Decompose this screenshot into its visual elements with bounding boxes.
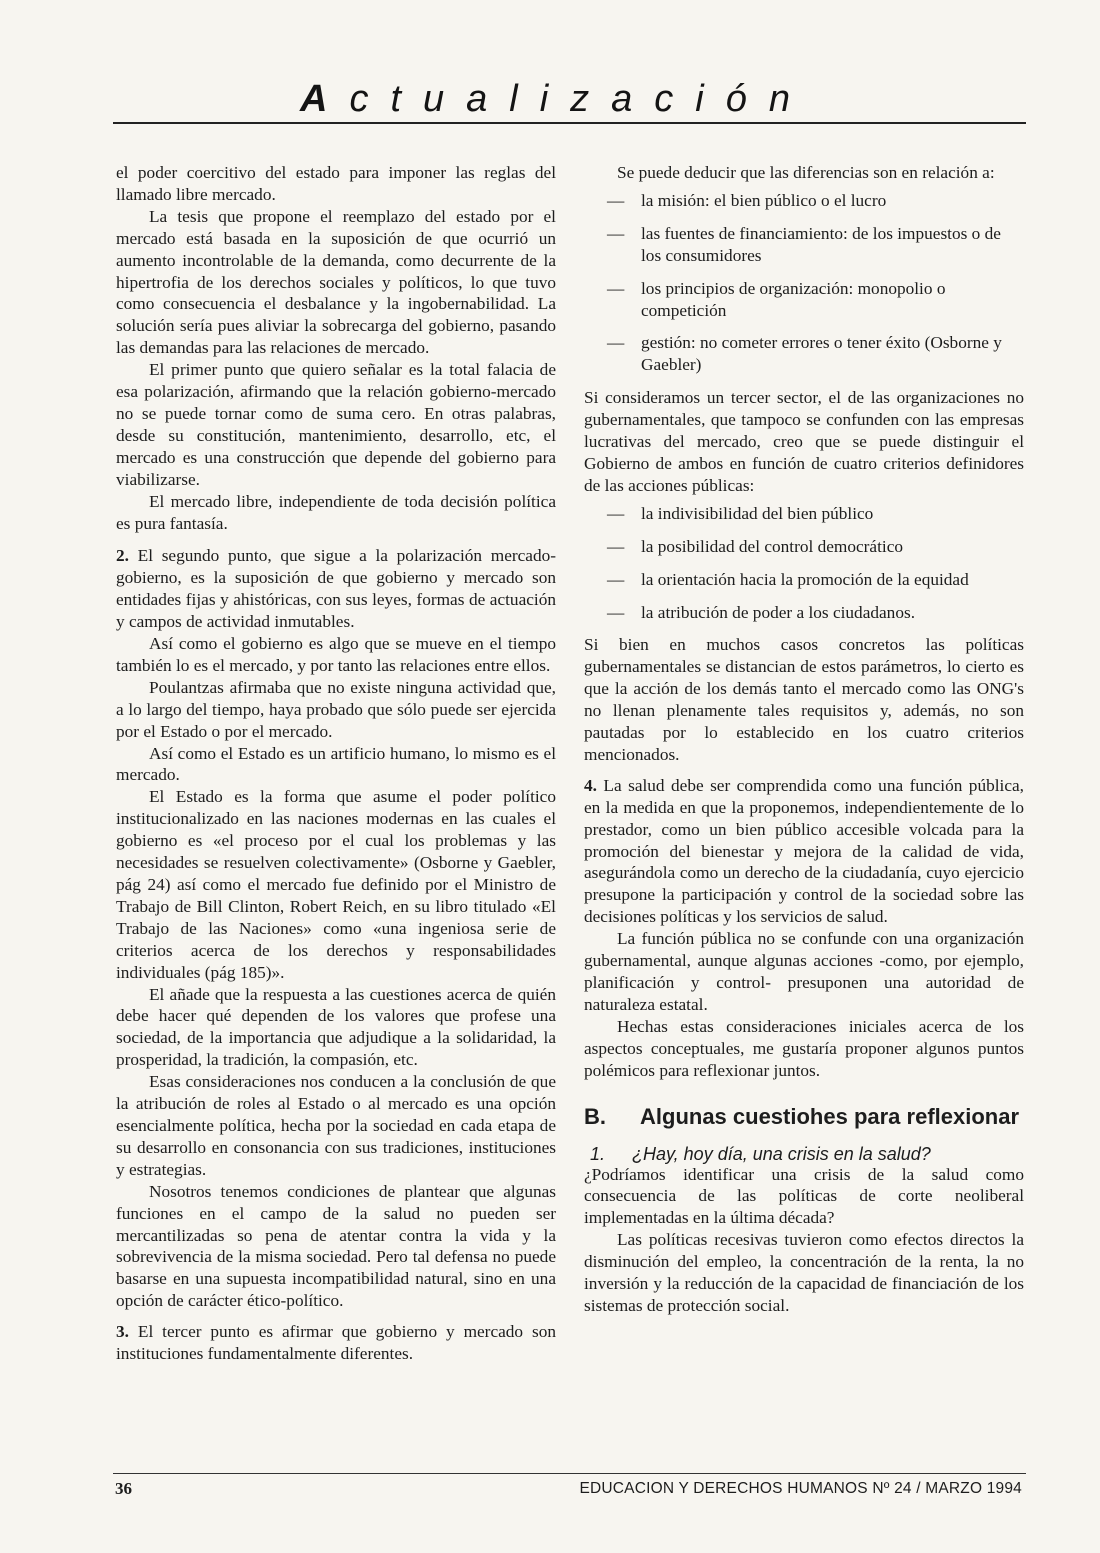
list-item: — gestión: no cometer errores o tener éxito (Osborne y Gaebler) [584,332,1024,376]
paragraph: Si consideramos un tercer sector, el de las organizaciones no gubernamentales, que tampoco se confunden con las empresas lucrativas del mercado, creo que se puede distinguir el Gobierno de ambos en función de cuatro criterios definidores de las acciones públicas: [584,388,1024,495]
paragraph: El Estado es la forma que asume el poder político institucionalizado en las naciones modernas en las cuales el gobierno es «el proceso por el cual los problemas y las necesidades se resuelven colectivamente» (Osborne y Gaebler, pág 24) así como el mercado fue definido por el Ministro de Trabajo de Bill Clinton, Robert Reich, en su libro titulado «El Trabajo de las Naciones» como «una ingeniosa serie de criterios acerca de los derechos y responsabilidades individuales (pág 185)». [116,787,556,982]
paragraph-text: El segundo punto, que sigue a la polarización mercado-gobierno, es la suposición de que gobierno y mercado son entidades fijas y ahistóricas, con sus leyes, formas de actuación y campos de actividad inmutables. [116,546,556,632]
numbered-paragraph [116,545,556,633]
left-column [116,162,556,1365]
paragraph-text: La salud debe ser comprendida como una función pública, en la medida en que la proponemos, independientemente de lo prestador, como un bien público accesible volcada para la promoción del bienestar y mejora de la calidad de vida, asegurándola como un derecho de la ciudadanía, cuyo ejercicio presupone la participación y control de la sociedad sobre las decisiones políticas y los servicios de salud. [584,775,1024,927]
paragraph: Las políticas recesivas tuvieron como efectos directos la disminución del empleo, la concentración de la renta, la no inversión y la reducción de la capacidad de financiación de los sistemas de protección social. [584,1230,1024,1315]
section-heading [584,1104,1024,1129]
list-item: — la indivisibilidad del bien público [584,503,1024,525]
paragraph: La función pública no se confunde con una organización gubernamental, aunque algunas acciones -como, por ejemplo, planificación y control- presuponen una autoridad de naturaleza estatal. [584,929,1024,1014]
paragraph: El mercado libre, independiente de toda decisión política es pura fantasía. [116,491,556,533]
paragraph: Nosotros tenemos condiciones de plantear que algunas funciones en el campo de la salud no pueden ser mercantilizadas so pena de atentar contra la vida y la sobrevivencia de la misma sociedad. Pero tal defensa no puede basarse en una supuesta incompatibilidad natural, sino en una opción de carácter ético-político. [116,1181,556,1311]
paragraph: Se puede deducir que las diferencias son en relación a: [617,163,995,182]
list-item: — la posibilidad del control democrático [584,536,1024,558]
paragraph: Si bien en muchos casos concretos las políticas gubernamentales se distancian de estos parámetros, lo cierto es que la acción de los demás tanto el mercado como las ONG's no llenan plenamente tales requisitos y, además, no son pautadas por lo establecido en los cuatro criterios mencionados. [584,635,1024,764]
paragraph-text: El tercer punto es afirmar que gobierno y mercado son instituciones fundamentalmente diferentes. [116,1322,556,1364]
paragraph: Así como el gobierno es algo que se mueve en el tiempo también lo es el mercado, y por tanto las relaciones entre ellos. [116,634,556,675]
header-title-initial: A [300,78,350,120]
point-number: 4. [584,775,597,795]
paragraph: Así como el Estado es un artificio humano, lo mismo es el mercado. [116,743,556,785]
paragraph: Hechas estas consideraciones iniciales acerca de los aspectos conceptuales, me gustaría proponer algunos puntos polémicos para reflexionar juntos. [584,1016,1024,1080]
criteria-list [584,503,1024,624]
header-title [300,78,860,121]
paragraph: El añade que la respuesta a las cuestiones acerca de quién debe hacer qué dependen de los valores que profese una sociedad, de la importancia que adjudique a la solidaridad, la prosperidad, la tradición, la compasión, etc. [116,984,556,1070]
list-item: — la misión: el bien público o el lucro [584,190,1024,212]
numbered-paragraph [116,1321,556,1365]
point-number: 3. [116,1322,129,1342]
section-letter: B. [584,1103,606,1129]
paragraph: el poder coercitivo del estado para imponer las reglas del llamado libre mercado. [116,163,556,204]
section-title: Algunas cuestiohes para reflexionar [640,1103,1020,1129]
header-title-rest: ctualización [349,78,813,120]
paragraph: El primer punto que quiero señalar es la total falacia de esa polarización, afirmando que la relación gobierno-mercado no se puede tornar como de suma cero. En otras palabras, desde su constitución, mantenimiento, desarrollo, etc, el mercado es una construcción que depende del gobierno para viabilizarse. [116,360,556,489]
paragraph: ¿Podríamos identificar una crisis de la salud como consecuencia de las políticas de corte neoliberal implementadas en la última década? [584,1164,1024,1228]
paragraph: Poulantzas afirmaba que no existe ninguna actividad que, a lo largo del tiempo, haya probado que sólo puede ser ejercida por el Estado o por el mercado. [116,677,556,741]
sub-heading-number: 1. [590,1143,606,1164]
page-number: 36 [115,1479,132,1498]
header-divider [113,122,1026,124]
list-item: — los principios de organización: monopolio o competición [584,278,1024,322]
paragraph: La tesis que propone el reemplazo del estado por el mercado está basada en la suposición de que ocurrió un aumento incontrolable de la demanda, como decurrente de la hipertrofia de los derechos sociales y políticos, lo que tuvo como consecuencia el desbalance y la ingobernabilidad. La solución sería pues aliviar la sobrecarga del gobierno, pasando las demandas para las relaciones de mercado. [116,206,556,358]
journal-title: EDUCACION Y DERECHOS HUMANOS Nº 24 / MARZO 1994 [579,1480,1022,1497]
list-item: — la orientación hacia la promoción de la equidad [584,569,1024,591]
sub-heading [584,1145,1024,1164]
list-item: — las fuentes de financiamiento: de los impuestos o de los consumidores [584,223,1024,267]
right-column [584,162,1024,1317]
footer-divider [113,1473,1026,1474]
differences-list [584,190,1024,376]
point-number: 2. [116,546,129,566]
list-item: — la atribución de poder a los ciudadanos. [584,602,1024,624]
paragraph: Esas consideraciones nos conducen a la conclusión de que la atribución de roles al Estado o al mercado es una opción esencialmente política, hecha por la sociedad en cada etapa de su desarrollo en consonancia con sus tradiciones, instituciones y estrategias. [116,1072,556,1179]
numbered-paragraph [584,775,1024,928]
sub-heading-title: ¿Hay, hoy día, una crisis en la salud? [632,1143,931,1164]
